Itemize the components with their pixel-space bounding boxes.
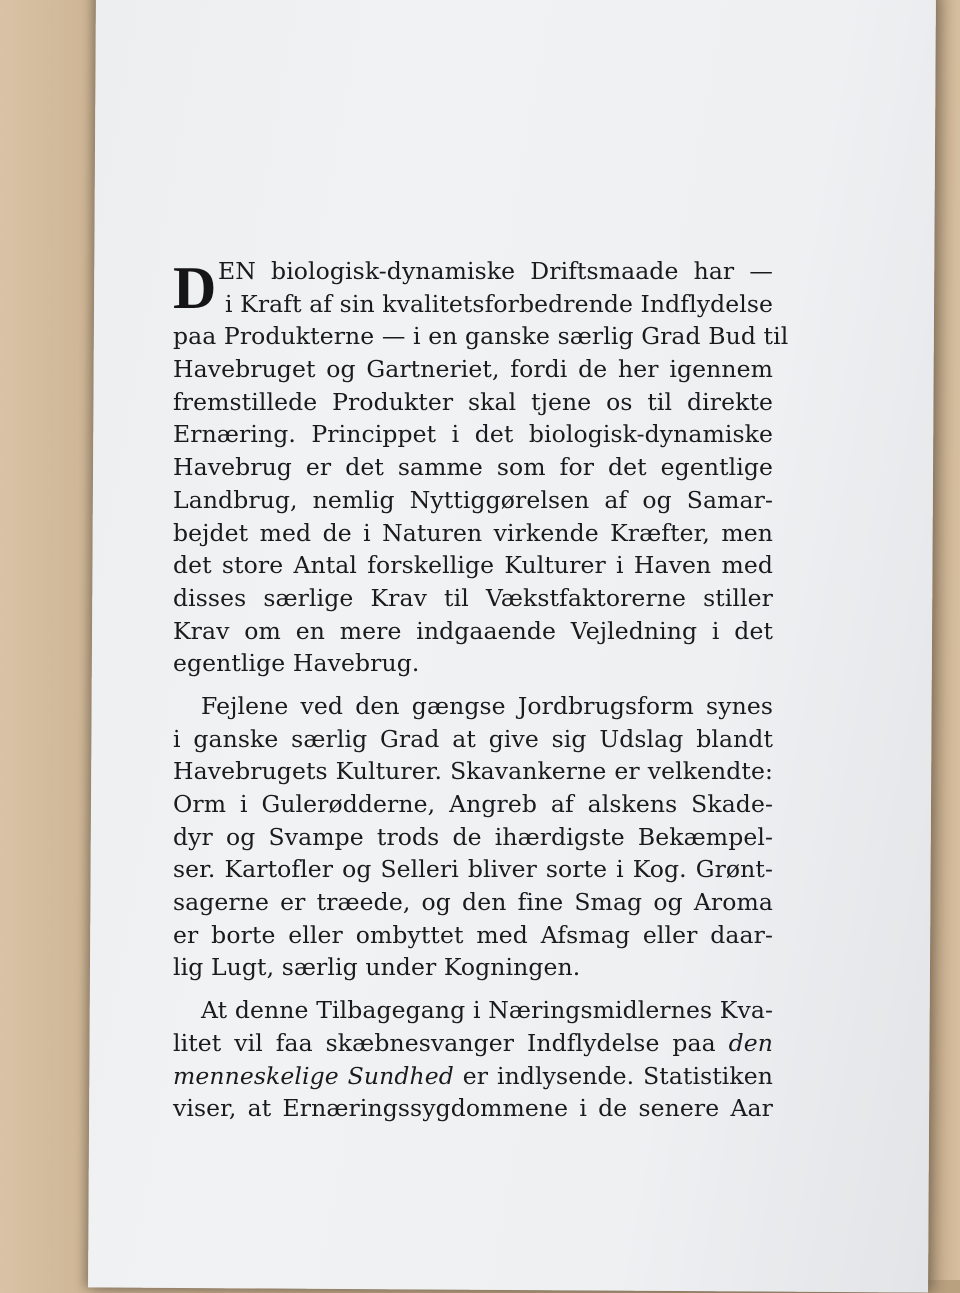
text-line: i Kraft af sin kvalitetsforbedrende Indflydelse <box>225 289 774 318</box>
text-line: Havebrug er det samme som for det egentlige <box>173 453 773 482</box>
text-line: D EN biologisk-dynamiske Driftsmaade har — <box>173 255 773 321</box>
text-line: det store Antal forskellige Kulturer i Haven med <box>173 551 773 580</box>
text-line: Krav om en mere indgaaende Vejledning i det <box>173 616 773 645</box>
text-line: egentlige Havebrug. <box>173 649 420 678</box>
page-body-text <box>173 255 789 1125</box>
text-line: Fejlene ved den gængse Jordbrugsform synes <box>201 691 773 720</box>
text-line: ser. Kartofler og Selleri bliver sorte i Kog. Grønt- <box>173 855 773 884</box>
text-line: Orm i Gulerødderne, Angreb af alskens Skade- <box>173 790 773 818</box>
text-line: Landbrug, nemlig Nyttiggørelsen af og Samar- <box>173 485 773 514</box>
paragraph-3 <box>173 994 773 1125</box>
text-line: disses særlige Krav til Vækstfaktorerne stiller <box>173 583 773 612</box>
text-line: er borte eller ombyttet med Afsmag eller daar- <box>173 920 773 949</box>
text-line: bejdet med de i Naturen virkende Kræfter, men <box>173 518 773 547</box>
text-line: viser, at Ernæringssygdommene i de senere Aar <box>173 1094 773 1123</box>
text-line: fremstillede Produkter skal tjene os til direkte <box>173 387 773 416</box>
italic-word: den <box>728 1028 774 1057</box>
text-line: i ganske særlig Grad at give sig Udslag blandt <box>173 724 773 753</box>
text-line: menneskelige Sundhed er indlysende. Statistiken <box>173 1061 773 1090</box>
text-line: paa Produkterne — i en ganske særlig Grad Bud til <box>173 322 789 351</box>
text-line: lig Lugt, særlig under Kogningen. <box>173 953 581 982</box>
text-line: sagerne er træede, og den fine Smag og Aroma <box>173 888 773 917</box>
paragraph-2 <box>173 690 773 984</box>
text-line: Havebrugets Kulturer. Skavankerne er velkendte: <box>173 757 773 786</box>
text-line: Havebruget og Gartneriet, fordi de her igennem <box>173 355 773 384</box>
italic-phrase: menneskelige Sundhed <box>173 1061 454 1090</box>
text-line: dyr og Svampe trods de ihærdigste Bekæmpel- <box>173 822 773 851</box>
drop-cap: D <box>173 255 217 321</box>
text-line: Ernæring. Princippet i det biologisk-dynamiske <box>173 420 773 449</box>
paragraph-1 <box>173 255 789 680</box>
text-line: litet vil faa skæbnesvanger Indflydelse paa den <box>173 1028 774 1057</box>
text-line: At denne Tilbagegang i Næringsmidlernes Kva- <box>201 996 773 1025</box>
